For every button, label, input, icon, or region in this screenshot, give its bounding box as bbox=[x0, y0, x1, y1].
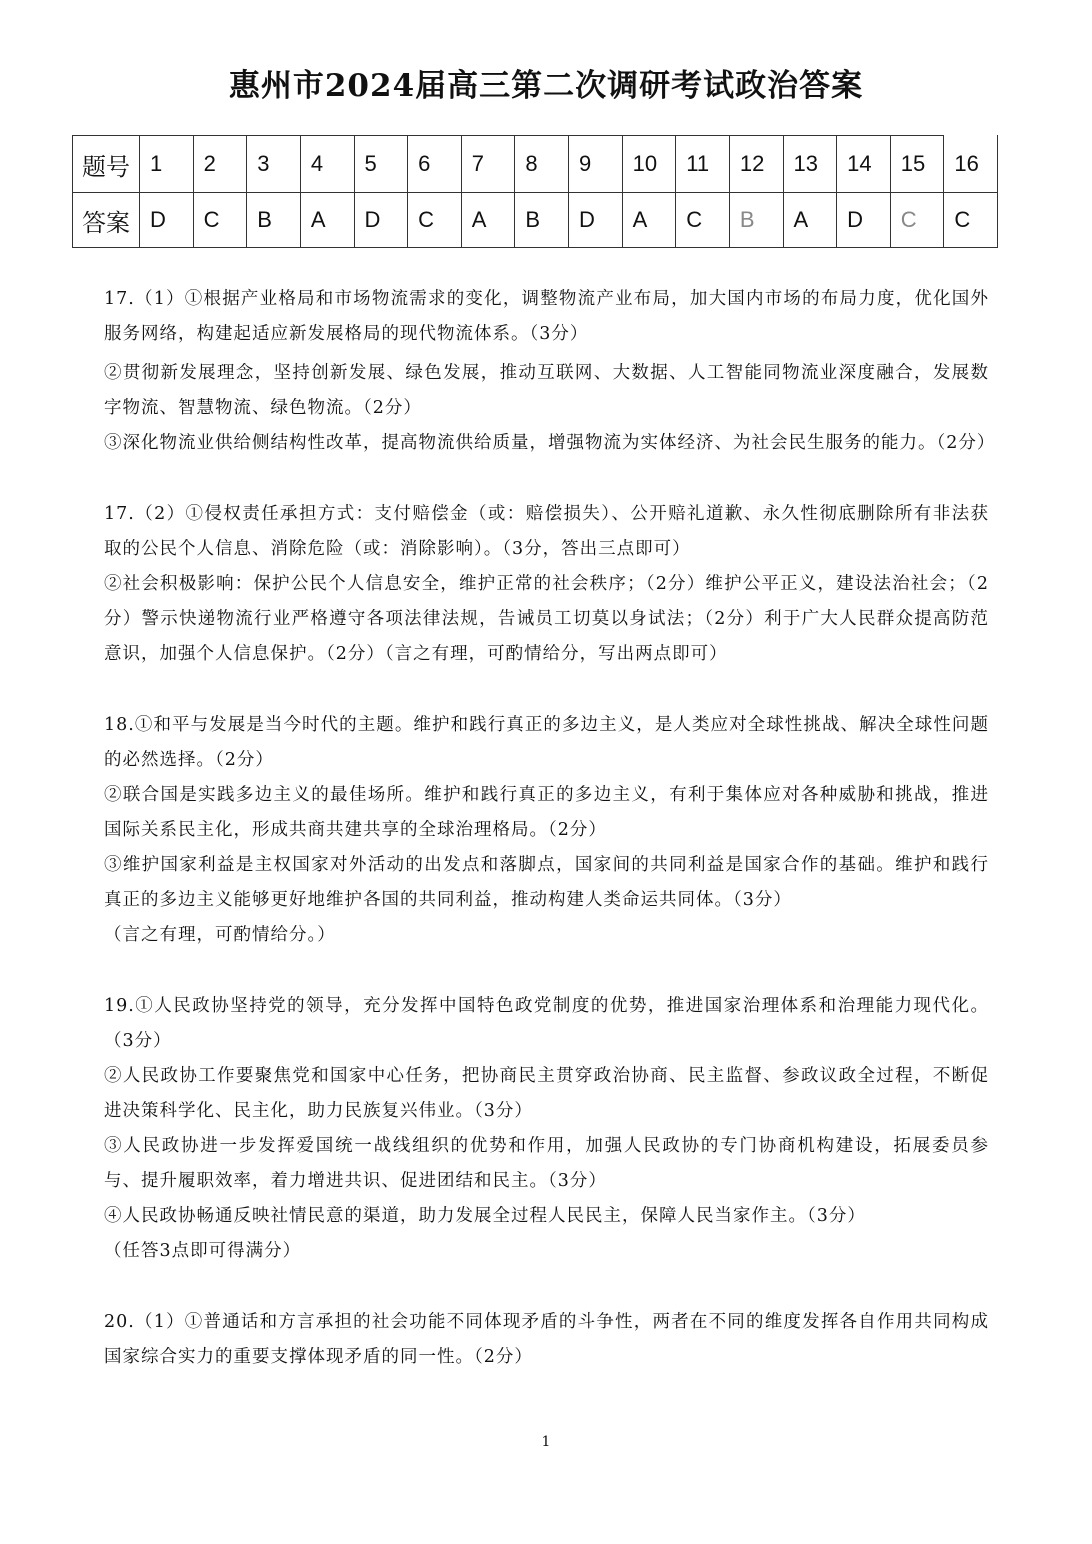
answer-cell: C bbox=[193, 193, 247, 248]
question-number-cell: 1 bbox=[140, 136, 194, 193]
question-number-cell: 7 bbox=[461, 136, 515, 193]
answer-cell: A bbox=[783, 193, 837, 248]
q19-note: （任答3点即可得满分） bbox=[104, 1241, 302, 1261]
answer-cell: B bbox=[515, 193, 569, 248]
q17-1-item-1: 17.（1）①根据产业格局和市场物流需求的变化，调整物流产业布局，加大国内市场的布局力度，优化国外服务网络，构建起适应新发展格局的现代物流体系。（3分） bbox=[104, 289, 989, 344]
answer-cell: A bbox=[461, 193, 515, 248]
q17-1-item-2: ②贯彻新发展理念，坚持创新发展、绿色发展，推动互联网、大数据、人工智能同物流业深度融合，发展数字物流、智慧物流、绿色物流。（2分） bbox=[104, 363, 989, 418]
q19-item-1: 19.①人民政协坚持党的领导，充分发挥中国特色政党制度的优势，推进国家治理体系和治理能力现代化。（3分） bbox=[104, 996, 989, 1051]
question-number-cell: 15 bbox=[890, 136, 944, 193]
row-label-question-number: 题号 bbox=[73, 136, 140, 193]
q17-1-item-3: ③深化物流业供给侧结构性改革，提高物流供给质量，增强物流为实体经济、为社会民生服务的能力。（2分） bbox=[104, 433, 996, 453]
answer-cell: D bbox=[140, 193, 194, 248]
answer-cell: D bbox=[837, 193, 891, 248]
q18-item-2: ②联合国是实践多边主义的最佳场所。维护和践行真正的多边主义，有利于集体应对各种威胁和挑战，推进国际关系民主化，形成共商共建共享的全球治理格局。（2分） bbox=[104, 785, 989, 840]
answer-cell: B bbox=[247, 193, 301, 248]
question-number-cell: 14 bbox=[837, 136, 891, 193]
row-label-answer: 答案 bbox=[73, 193, 140, 248]
question-number-cell: 12 bbox=[729, 136, 783, 193]
q20-1-item-1: 20.（1）①普通话和方言承担的社会功能不同体现矛盾的斗争性，两者在不同的维度发挥各自作用共同构成国家综合实力的重要支撑体现矛盾的同一性。（2分） bbox=[104, 1312, 989, 1367]
page-number: 1 bbox=[541, 1434, 551, 1450]
q18-item-1: 18.①和平与发展是当今时代的主题。维护和践行真正的多边主义，是人类应对全球性挑战、解决全球性问题的必然选择。（2分） bbox=[104, 715, 989, 770]
answer-cell: D bbox=[354, 193, 408, 248]
q18-item-3: ③维护国家利益是主权国家对外活动的出发点和落脚点，国家间的共同利益是国家合作的基础。维护和践行真正的多边主义能够更好地维护各国的共同利益，推动构建人类命运共同体。（3分） bbox=[104, 855, 989, 910]
question-number-cell: 16 bbox=[944, 136, 998, 193]
question-number-row bbox=[73, 136, 998, 193]
answer-table bbox=[72, 135, 998, 248]
question-number-cell: 5 bbox=[354, 136, 408, 193]
spacer bbox=[104, 461, 989, 497]
q19-item-3: ③人民政协进一步发挥爱国统一战线组织的优势和作用，加强人民政协的专门协商机构建设，拓展委员参与、提升履职效率，着力增进共识、促进团结和民主。（3分） bbox=[104, 1136, 989, 1191]
spacer bbox=[104, 672, 989, 708]
q17-2-item-1: 17.（2）①侵权责任承担方式：支付赔偿金（或：赔偿损失）、公开赔礼道歉、永久性彻底删除所有非法获取的公民个人信息、消除危险（或：消除影响）。（3分，答出三点即可） bbox=[104, 504, 989, 559]
answer-cell: C bbox=[408, 193, 462, 248]
question-number-cell: 9 bbox=[569, 136, 623, 193]
answer-cell: C bbox=[944, 193, 998, 248]
spacer bbox=[104, 953, 989, 989]
question-number-cell: 6 bbox=[408, 136, 462, 193]
q19-item-2: ②人民政协工作要聚焦党和国家中心任务，把协商民主贯穿政治协商、民主监督、参政议政全过程，不断促进决策科学化、民主化，助力民族复兴伟业。（3分） bbox=[104, 1066, 989, 1121]
question-number-cell: 11 bbox=[676, 136, 730, 193]
answer-cell: D bbox=[569, 193, 623, 248]
answer-cell: A bbox=[622, 193, 676, 248]
question-number-cell: 13 bbox=[783, 136, 837, 193]
question-number-cell: 4 bbox=[300, 136, 354, 193]
question-number-cell: 3 bbox=[247, 136, 301, 193]
q19-item-4: ④人民政协畅通反映社情民意的渠道，助力发展全过程人民民主，保障人民当家作主。（3分） bbox=[104, 1206, 866, 1226]
answer-cell: C bbox=[676, 193, 730, 248]
q18-note: （言之有理，可酌情给分。） bbox=[104, 925, 336, 945]
page-title: 惠州市2024届高三第二次调研考试政治答案 bbox=[228, 68, 864, 104]
question-number-cell: 2 bbox=[193, 136, 247, 193]
answer-content bbox=[104, 282, 996, 1375]
q17-2-item-2: ②社会积极影响：保护公民个人信息安全，维护正常的社会秩序；（2分）维护公平正义，建设法治社会；（2分）警示快递物流行业严格遵守各项法律法规，告诫员工切莫以身试法；（2分）利于广大人民群众提高防范意识，加强个人信息保护。（2分）（言之有理，可酌情给分，写出两点即可） bbox=[104, 574, 989, 664]
answer-cell: C bbox=[890, 193, 944, 248]
question-number-cell: 10 bbox=[622, 136, 676, 193]
answer-cell: B bbox=[729, 193, 783, 248]
question-number-cell: 8 bbox=[515, 136, 569, 193]
spacer bbox=[104, 1269, 989, 1305]
answer-row bbox=[73, 193, 998, 248]
answer-cell: A bbox=[300, 193, 354, 248]
